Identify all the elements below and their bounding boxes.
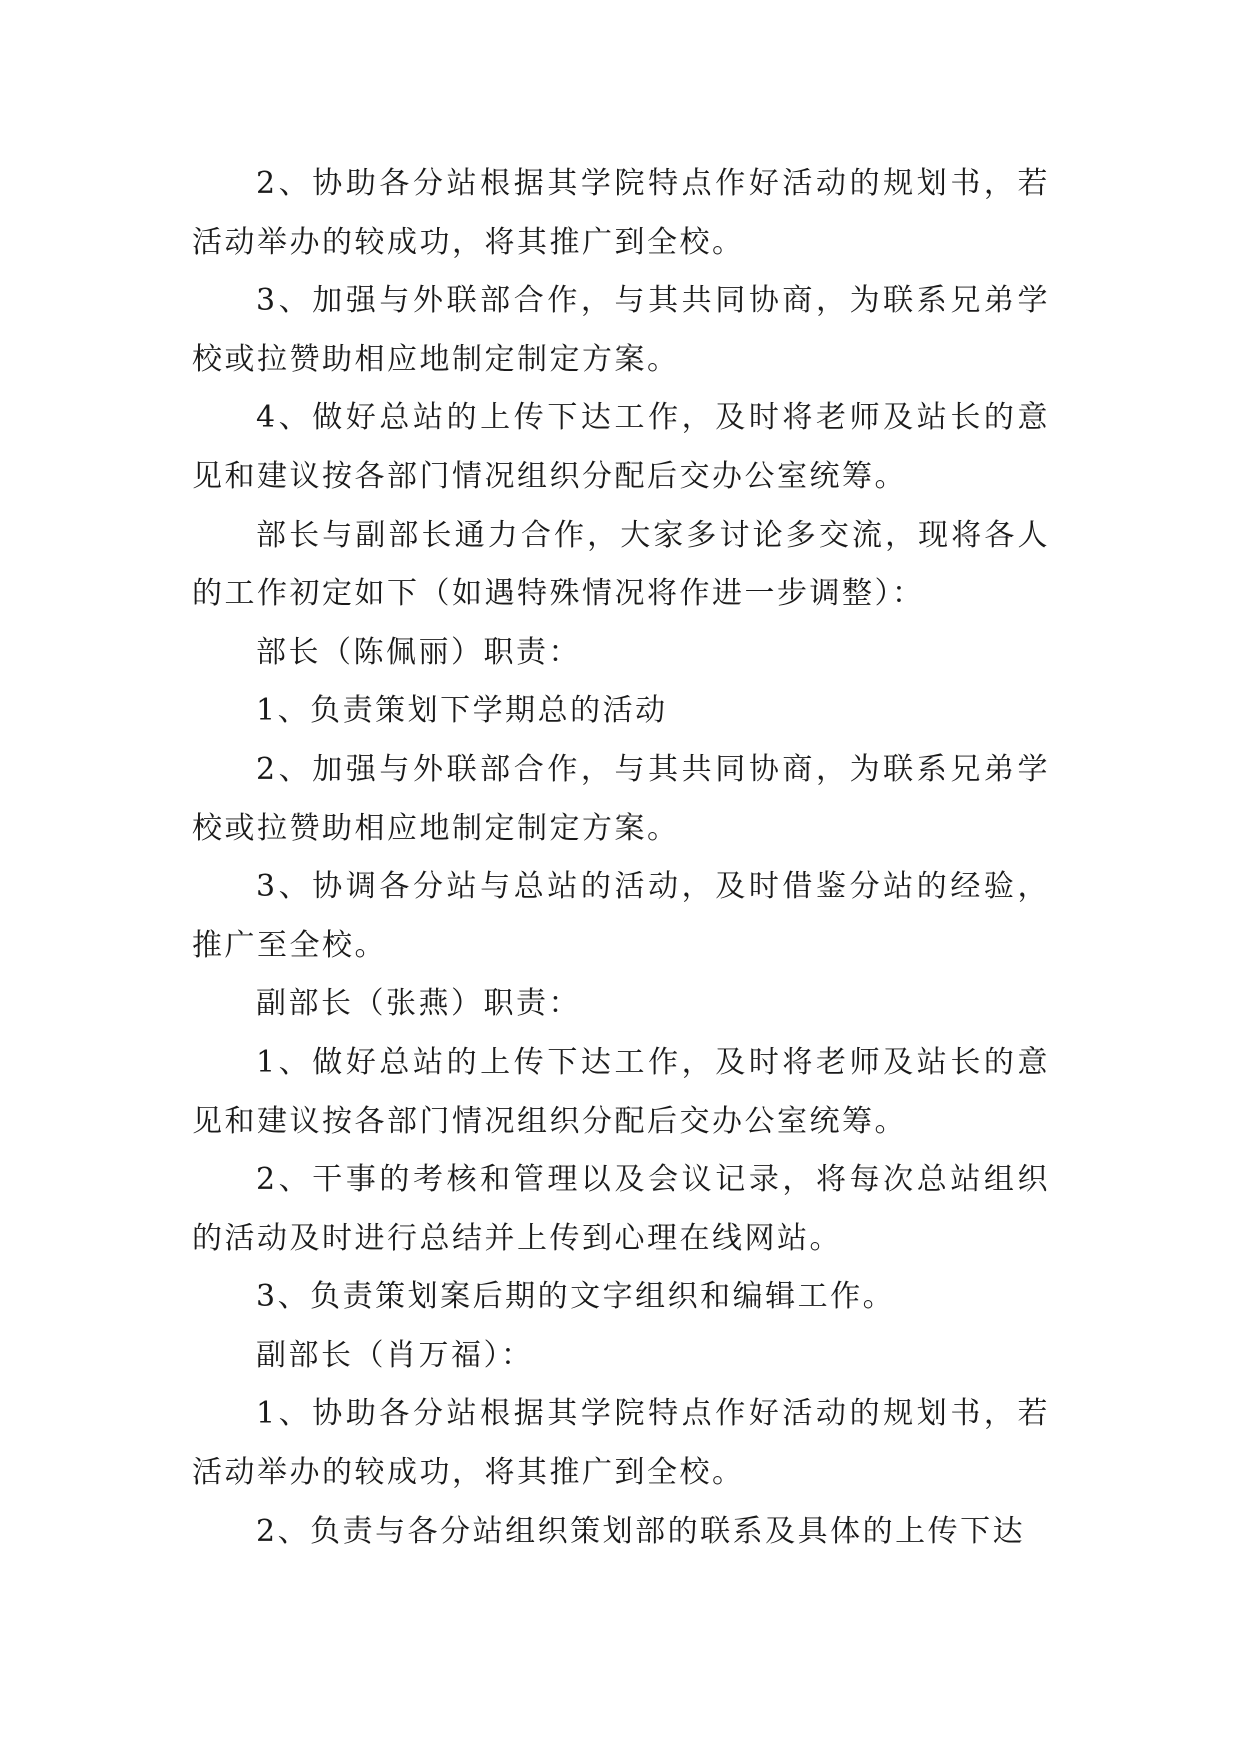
paragraph: 2、负责与各分站组织策划部的联系及具体的上传下达	[256, 1513, 1026, 1549]
section-heading: 副部长（张燕）职责：	[256, 986, 581, 1022]
paragraph: 3、加强与外联部合作，与其共同协商，为联系兄弟学校或拉赞助相应地制定制定方案。	[192, 283, 1050, 377]
paragraph: 1、负责策划下学期总的活动	[256, 693, 668, 729]
paragraph: 2、加强与外联部合作，与其共同协商，为联系兄弟学校或拉赞助相应地制定制定方案。	[192, 751, 1050, 846]
paragraph: 3、负责策划案后期的文字组织和编辑工作。	[256, 1279, 896, 1315]
paragraph: 1、做好总站的上传下达工作，及时将老师及站长的意见和建议按各部门情况组织分配后交办公室统筹。	[192, 1044, 1050, 1139]
section-heading: 副部长（肖万福）：	[256, 1337, 534, 1373]
paragraph: 1、协助各分站根据其学院特点作好活动的规划书，若活动举办的较成功，将其推广到全校。	[192, 1396, 1050, 1491]
paragraph: 3、协调各分站与总站的活动，及时借鉴分站的经验，推广至全校。	[192, 869, 1050, 963]
document-body	[192, 155, 1050, 1561]
paragraph: 部长与副部长通力合作，大家多讨论多交流，现将各人的工作初定如下（如遇特殊情况将作进一步调整）：	[192, 517, 1050, 612]
paragraph: 2、干事的考核和管理以及会议记录，将每次总站组织的活动及时进行总结并上传到心理在线网站。	[192, 1162, 1050, 1256]
paragraph: 2、协助各分站根据其学院特点作好活动的规划书，若活动举办的较成功，将其推广到全校。	[192, 166, 1050, 260]
paragraph: 4、做好总站的上传下达工作，及时将老师及站长的意见和建议按各部门情况组织分配后交办公室统筹。	[192, 400, 1050, 494]
section-heading: 部长（陈佩丽）职责：	[256, 634, 581, 670]
